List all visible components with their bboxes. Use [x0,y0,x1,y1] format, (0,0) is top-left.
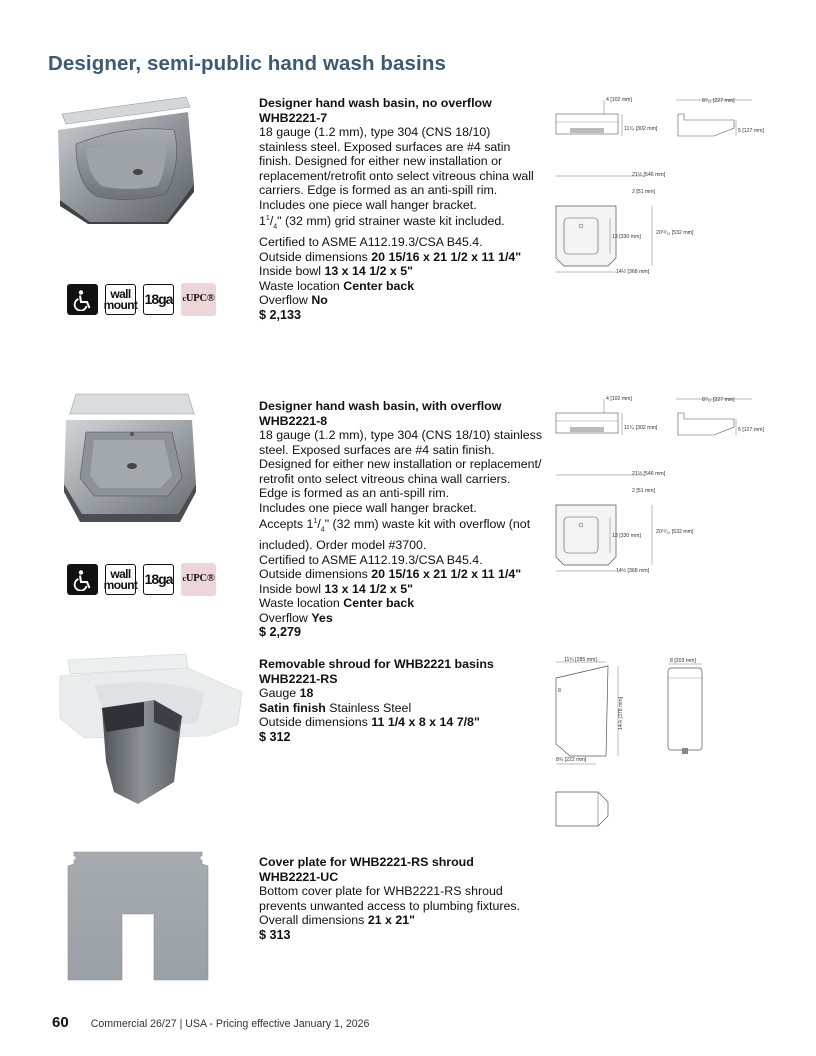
product-price: $ 312 [259,729,291,744]
svg-text:14⅞ [378 mm]: 14⅞ [378 mm] [618,696,624,730]
svg-text:14½ [368 mm]: 14½ [368 mm] [616,568,650,574]
product-price: $ 2,279 [259,625,302,640]
product-name: Cover plate for WHB2221-RS shroud [259,855,474,869]
wall-mount-icon: wall mount [105,564,136,595]
product-text: Designer hand wash basin, with overflow WHB2221-8 18 gauge (1.2 mm), type 304 (CNS 18/10) stainless steel. Exposed surfaces are #4 satin finish. Designed for either new installation or replacement/ retrofit onto select vitreous china wall carriers. Edge is formed as an anti-spill rim. Includes one piece wall hanger bracket. Accepts $1^1/_4$" (32 mm) waste kit with overflow (not included). Order model #3700. Certified to ASME A112.19.3/CSA B45.4. Outside dimensions 20 15/16 x 21 1/2 x 11 1/4" Inside bowl 13 x 14 1/2 x 5" Waste location Center back Overflow Yes $ 2,279 [259,399,554,640]
svg-text:13 [330 mm]: 13 [330 mm] [612,533,641,539]
svg-text:11⁷⁄₈ [302 mm]: 11⁷⁄₈ [302 mm] [624,425,658,431]
product-model: WHB2221-RS [259,671,338,686]
svg-text:21½ [546 mm]: 21½ [546 mm] [632,471,666,477]
product-price: $ 313 [259,927,291,942]
badges-row [67,563,216,596]
svg-text:5 [127 mm]: 5 [127 mm] [738,128,764,134]
grid-line: $1^1/_4$" (32 mm) grid strainer waste kit included. [259,214,505,231]
product-model: WHB2221-7 [259,110,328,125]
svg-text:13 [330 mm]: 13 [330 mm] [612,234,641,240]
svg-text:8⁷⁄₁₆ [227 mm]: 8⁷⁄₁₆ [227 mm] [702,397,735,403]
accessible-icon [67,284,98,315]
basin-photo-with-overflow [60,392,200,524]
svg-text:2 [51 mm]: 2 [51 mm] [632,189,656,195]
page-number: 60 [52,1014,69,1031]
product-name: Designer hand wash basin, no overflow [259,96,492,110]
product-model: WHB2221-UC [259,869,339,884]
product-model: WHB2221-8 [259,413,328,428]
basin-drawing-1 [552,92,774,280]
footer-text: Commercial 26/27 | USA - Pricing effective January 1, 2026 [90,1018,370,1030]
product-price: $ 2,133 [259,307,302,322]
svg-text:8⁷⁄₁₆ [227 mm]: 8⁷⁄₁₆ [227 mm] [702,98,735,104]
upc-icon: c UPC® [181,563,216,596]
svg-text:4 [102 mm]: 4 [102 mm] [606,97,632,103]
upc-icon: c UPC® [181,283,216,316]
shroud-photo [58,652,248,808]
product-name: Removable shroud for WHB2221 basins [259,657,494,671]
product-text: Cover plate for WHB2221-RS shroud WHB2221-UC Bottom cover plate for WHB2221-RS shroud prevents unwanted access to plumbing fixtures. Overall dimensions 21 x 21" $ 313 [259,855,554,942]
cover-plate-photo [66,850,210,984]
product-text: Designer hand wash basin, no overflow WHB2221-7 18 gauge (1.2 mm), type 304 (CNS 18/10) stainless steel. Exposed surfaces are #4 satin finish. Designed for either new installation or replacement/retrofit onto select vitreous china wall carriers. Edge is formed as an anti-spill rim. Includes one piece wall hanger bracket. $1^1/_4$" (32 mm) grid strainer waste kit included. Certified to ASME A112.19.3/CSA B45.4. Outside dimensions 20 15/16 x 21 1/2 x 11 1/4" Inside bowl 13 x 14 1/2 x 5" Waste location Center back Overflow No $ 2,133 [259,96,554,322]
svg-text:8: 8 [558,688,561,694]
svg-text:11¼ [285 mm]: 11¼ [285 mm] [564,657,597,663]
svg-text:4 [102 mm]: 4 [102 mm] [606,396,632,402]
accepts-line: Accepts $1^1/_4$" (32 mm) waste kit with overflow (not [259,517,531,534]
gauge-icon: 18ga [143,284,174,315]
badges-row [67,283,216,316]
svg-text:20¹⁵⁄₁₆ [532 mm]: 20¹⁵⁄₁₆ [532 mm] [656,529,694,535]
svg-text:20¹⁵⁄₁₆ [532 mm]: 20¹⁵⁄₁₆ [532 mm] [656,230,694,236]
svg-text:14½ [368 mm]: 14½ [368 mm] [616,269,650,275]
shroud-drawing [552,652,720,832]
product-text: Removable shroud for WHB2221 basins WHB2221-RS Gauge 18 Satin finish Stainless Steel Outside dimensions 11 1/4 x 8 x 14 7/8" $ 312 [259,657,554,744]
product-name: Designer hand wash basin, with overflow [259,399,502,413]
svg-text:8 [203 mm]: 8 [203 mm] [670,658,696,664]
svg-text:21½ [546 mm]: 21½ [546 mm] [632,172,666,178]
basin-drawing-2 [552,391,774,579]
page-footer [52,1014,369,1031]
page-title: Designer, semi-public hand wash basins [48,52,446,75]
svg-text:11⁷⁄₈ [302 mm]: 11⁷⁄₈ [302 mm] [624,126,658,132]
svg-text:8¾ [222 mm]: 8¾ [222 mm] [556,757,587,763]
svg-text:5 [127 mm]: 5 [127 mm] [738,427,764,433]
svg-text:2 [51 mm]: 2 [51 mm] [632,488,656,494]
basin-photo-no-overflow [56,92,196,224]
accessible-icon [67,564,98,595]
gauge-icon: 18ga [143,564,174,595]
wall-mount-icon: wall mount [105,284,136,315]
